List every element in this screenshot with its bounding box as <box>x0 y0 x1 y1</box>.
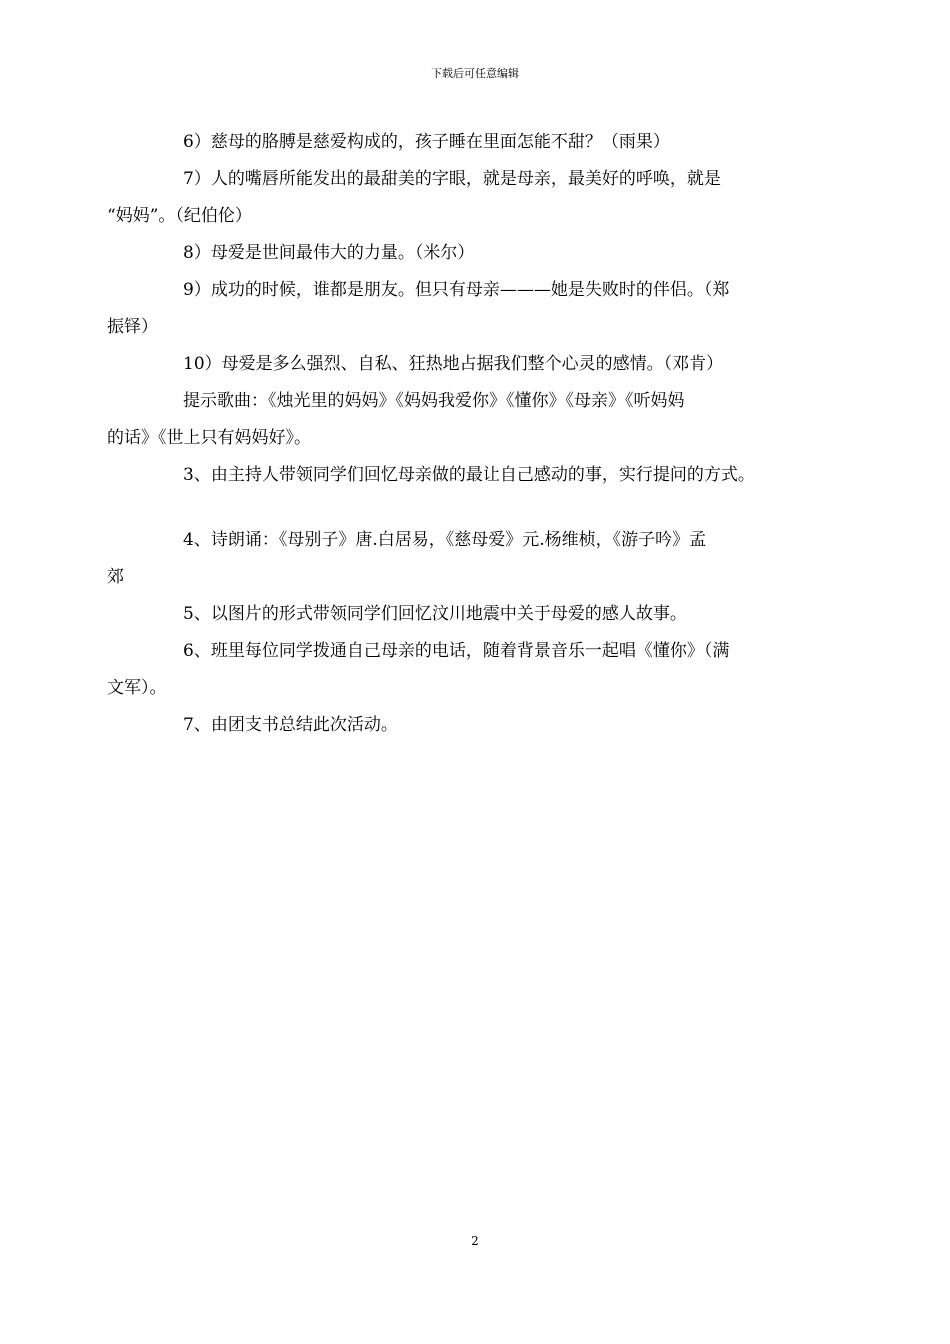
quote-7 <box>107 161 825 235</box>
step-5 <box>145 596 825 633</box>
quote-9-line-1: 9）成功的时候，谁都是朋友。但只有母亲———她是失败时的伴侣。（郑 <box>183 280 730 300</box>
quote-9-line-2: 振铎） <box>107 317 158 337</box>
step-7 <box>145 707 825 744</box>
quote-8-line-1: 8）母爱是世间最伟大的力量。（米尔） <box>183 243 475 263</box>
step-4 <box>107 522 825 596</box>
page-number: 2 <box>471 1234 479 1248</box>
step-6-line-1: 6、班里每位同学拨通自己母亲的电话，随着背景音乐一起唱《懂你》（满 <box>183 641 730 661</box>
step-4-line-1: 4、诗朗诵：《母别子》唐.白居易，《慈母爱》元.杨维桢，《游子吟》孟 <box>183 530 707 550</box>
song-suggestions-line-1: 提示歌曲：《烛光里的妈妈》《妈妈我爱你》《懂你》《母亲》《听妈妈 <box>183 391 685 411</box>
step-3-line-1: 3、由主持人带领同学们回忆母亲做的最让自己感动的事，实行提问的方式。 <box>183 465 755 485</box>
quote-10-line-1: 10）母爱是多么强烈、自私、狂热地占据我们整个心灵的感情。（邓肯） <box>183 354 724 374</box>
page-header: 下载后可任意编辑 <box>431 67 519 80</box>
step-6 <box>107 633 825 707</box>
step-5-line-1: 5、以图片的形式带领同学们回忆汶川地震中关于母爱的感人故事。 <box>183 604 687 624</box>
step-4-line-2: 郊 <box>107 567 124 587</box>
step-3 <box>145 457 825 494</box>
quote-6-line-1: 6）慈母的胳膊是慈爱构成的，孩子睡在里面怎能不甜？（雨果） <box>183 132 670 152</box>
quote-10 <box>145 346 825 383</box>
song-suggestions-line-2: 的话》《世上只有妈妈好》。 <box>107 428 311 448</box>
song-suggestions <box>107 383 825 457</box>
step-6-line-2: 文军）。 <box>107 678 167 698</box>
quote-8 <box>145 235 825 272</box>
quote-7-line-1: 7）人的嘴唇所能发出的最甜美的字眼，就是母亲，最美好的呼唤，就是 <box>183 169 721 189</box>
paragraph-gap <box>145 494 825 522</box>
document-body <box>107 124 825 744</box>
quote-9 <box>107 272 825 346</box>
quote-6 <box>145 124 825 161</box>
step-7-line-1: 7、由团支书总结此次活动。 <box>183 715 398 735</box>
quote-7-line-2: “妈妈”。（纪伯伦） <box>107 206 252 226</box>
